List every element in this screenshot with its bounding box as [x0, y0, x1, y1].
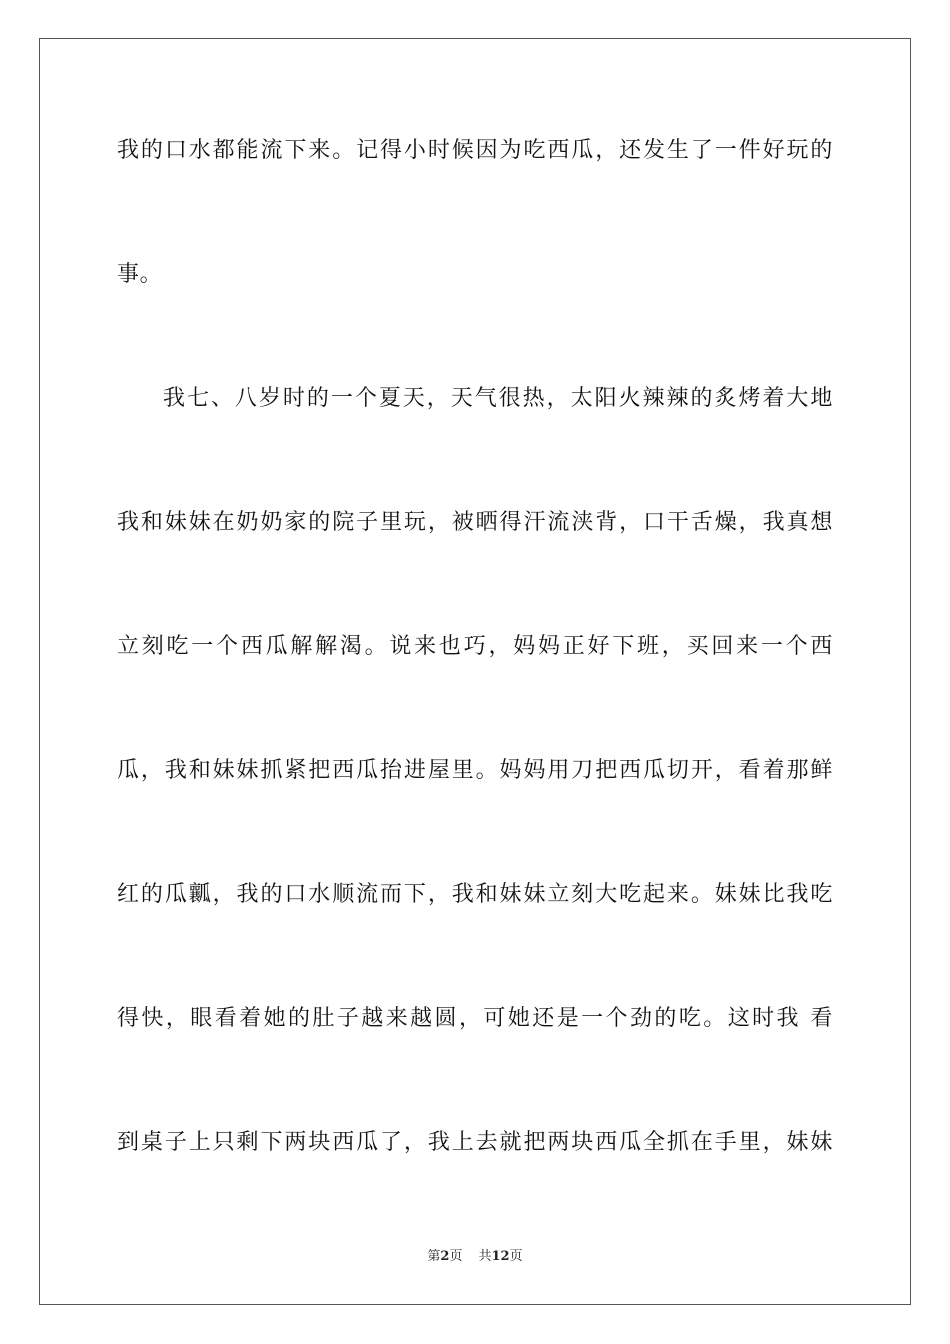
paragraph-line: 红的瓜瓤，我的口水顺流而下，我和妹妹立刻大吃起来。妹妹比我吃: [117, 882, 833, 907]
paragraph-line: 立刻吃一个西瓜解解渴。说来也巧，妈妈正好下班，买回来一个西: [117, 634, 833, 659]
page-total: 共12页: [478, 1249, 523, 1264]
page-footer: [0, 1248, 950, 1266]
paragraph-line: 得快，眼看着她的肚子越来越圆，可她还是一个劲的吃。这时我 看: [117, 1006, 833, 1031]
paragraph-line: 事。: [117, 262, 163, 287]
page-number: 第2页: [427, 1249, 463, 1264]
paragraph-line: 到桌子上只剩下两块西瓜了，我上去就把两块西瓜全抓在手里，妹妹: [117, 1130, 833, 1155]
paragraph-line: 我七、八岁时的一个夏天，天气很热，太阳火辣辣的炙烤着大地: [163, 386, 833, 411]
paragraph-line: 瓜，我和妹妹抓紧把西瓜抬进屋里。妈妈用刀把西瓜切开，看着那鲜: [117, 758, 833, 783]
paragraph-line: 我的口水都能流下来。记得小时候因为吃西瓜，还发生了一件好玩的: [117, 138, 833, 163]
page-border: [39, 38, 911, 1305]
paragraph-line: 我和妹妹在奶奶家的院子里玩，被晒得汗流浃背，口干舌燥，我真想: [117, 510, 833, 535]
